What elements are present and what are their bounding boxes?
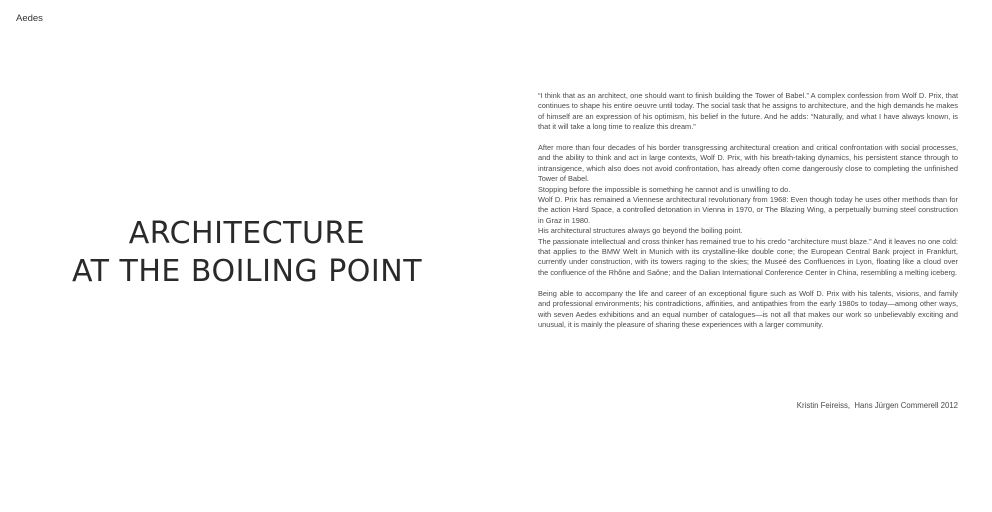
body-text xyxy=(538,91,958,330)
paragraph-decades: After more than four decades of his border transgressing architectural creation and critical confrontation with social processes, and the ability to think and act in large contexts, Wolf D. Prix, with his breath-taking dynamics, his persistent stance through to intransigence, which also does not avoid confrontation, has already often come dangerously close to completing the unfinished Tower of Babel. xyxy=(538,143,958,184)
paragraph-stopping: Stopping before the impossible is something he cannot and is unwilling to do. xyxy=(538,184,791,194)
author-signature: Kristin Feireiss, Hans Jürgen Commerell 2012 xyxy=(796,401,958,410)
publisher-label: Aedes xyxy=(16,13,43,24)
paragraph-revolutionary: Wolf D. Prix has remained a Viennese architectural revolutionary from 1968: Even though today he uses other methods than for the action Hard Space, a controlled detonation in Vienna in 1970, or The Blazing Wing, a perpetually burning steel construction in Graz in 1980. xyxy=(538,195,958,225)
page-title xyxy=(40,215,454,291)
paragraph-quote: “I think that as an architect, one should want to finish building the Tower of Babel.” A complex confession from Wolf D. Prix, that continues to shape his entire oeuvre until today. The social task that he assigns to architecture, and the high demands he makes of himself are an expression of his optimism, his belief in the future. And he adds: “Naturally, and what I have always known, is that it will take a long time to realize this dream.” xyxy=(538,91,958,132)
paragraph-accompany: Being able to accompany the life and career of an exceptional figure such as Wolf D. Prix with his talents, visions, and family and professional environments; his contradictions, affinities, and antipathies from the early 1980s to today—among other ways, with seven Aedes exhibitions and an equal number of catalogues—is not all that makes our work so unbelievably exciting and unusual, it is mainly the pleasure of sharing these experiences with a larger community. xyxy=(538,288,958,329)
paragraph-boiling: His architectural structures always go beyond the boiling point. xyxy=(538,226,743,236)
title-line-1: ARCHITECTURE xyxy=(128,216,366,251)
paragraph-credo: The passionate intellectual and cross thinker has remained true to his credo “architecture must blaze.” And it leaves no one cold: that applies to the BMW Welt in Munich with its crystalline-like double cone; the European Central Bank project in Frankfurt, currently under construction, with its towers raging to the skies; the Museé des Confluences in Lyon, floating like a cloud over the confluence of the Rhône and Saône; and the Dalian International Conference Center in China, resembling a melting iceberg. xyxy=(538,236,958,277)
title-line-2: AT THE BOILING POINT xyxy=(71,254,423,289)
